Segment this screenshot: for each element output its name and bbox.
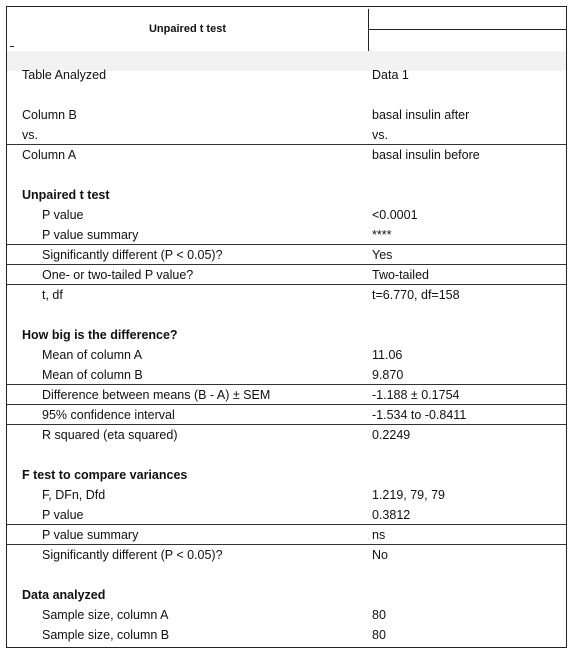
- table-row[interactable]: [7, 145, 566, 165]
- table-row[interactable]: [7, 125, 566, 145]
- row-label: P value summary: [42, 228, 139, 242]
- section-heading-row[interactable]: [7, 325, 566, 345]
- row-label: Column A: [22, 148, 77, 162]
- row-value: 80: [372, 628, 386, 642]
- row-value: ****: [372, 228, 392, 242]
- row-label: One- or two-tailed P value?: [42, 268, 194, 282]
- results-table: [7, 65, 566, 645]
- table-row[interactable]: [7, 205, 566, 225]
- row-label: R squared (eta squared): [42, 428, 178, 442]
- section-heading-row[interactable]: [7, 185, 566, 205]
- header-tick-mark: [10, 46, 14, 47]
- table-row[interactable]: [7, 225, 566, 245]
- blank-row: [7, 165, 566, 185]
- row-value: Data 1: [372, 68, 409, 82]
- row-label: P value: [42, 508, 84, 522]
- table-row[interactable]: [7, 245, 566, 265]
- table-row[interactable]: [7, 345, 566, 365]
- row-label: Column B: [22, 108, 77, 122]
- row-value: ns: [372, 528, 386, 542]
- blank-row: [7, 305, 566, 325]
- row-label: Table Analyzed: [22, 68, 107, 82]
- table-row[interactable]: [7, 605, 566, 625]
- row-value: 9.870: [372, 368, 404, 382]
- row-value: 0.2249: [372, 428, 411, 442]
- row-label: t, df: [42, 288, 63, 302]
- table-row[interactable]: [7, 545, 566, 565]
- results-header: [7, 7, 568, 51]
- row-label: 95% confidence interval: [42, 408, 175, 422]
- table-row[interactable]: [7, 265, 566, 285]
- row-value: 11.06: [372, 348, 403, 362]
- row-label: F, DFn, Dfd: [42, 488, 106, 502]
- row-label: Mean of column A: [42, 348, 143, 362]
- results-sheet: [6, 6, 567, 648]
- row-label: Mean of column B: [42, 368, 143, 382]
- row-value: Two-tailed: [372, 268, 429, 282]
- row-label: Sample size, column A: [42, 608, 169, 622]
- header-cell-divider: [368, 29, 566, 30]
- row-value: 80: [372, 608, 386, 622]
- section-heading: Unpaired t test: [22, 188, 110, 202]
- blank-row: [7, 445, 566, 465]
- row-label: P value summary: [42, 528, 139, 542]
- row-value: <0.0001: [372, 208, 418, 222]
- row-value: -1.188 ± 0.1754: [372, 388, 460, 402]
- results-title: Unpaired t test: [148, 23, 226, 35]
- row-label: vs.: [22, 128, 38, 142]
- row-value: 0.3812: [372, 508, 411, 522]
- row-value: 1.219, 79, 79: [372, 488, 445, 502]
- row-value: No: [372, 548, 388, 562]
- table-row[interactable]: [7, 105, 566, 125]
- table-row[interactable]: [7, 525, 566, 545]
- table-row[interactable]: [7, 405, 566, 425]
- row-value: -1.534 to -0.8411: [372, 408, 467, 422]
- row-label: Difference between means (B - A) ± SEM: [42, 388, 271, 402]
- row-value: vs.: [372, 128, 388, 142]
- section-heading-row[interactable]: [7, 465, 566, 485]
- section-heading-row[interactable]: [7, 585, 566, 605]
- row-label: P value: [42, 208, 84, 222]
- table-row[interactable]: [7, 65, 566, 85]
- table-row[interactable]: [7, 425, 566, 445]
- table-row[interactable]: [7, 365, 566, 385]
- row-value: basal insulin after: [372, 108, 470, 122]
- header-divider: [368, 9, 369, 51]
- row-value: basal insulin before: [372, 148, 480, 162]
- row-label: Sample size, column B: [42, 628, 170, 642]
- table-row[interactable]: [7, 485, 566, 505]
- blank-row: [7, 85, 566, 105]
- row-value: t=6.770, df=158: [372, 288, 460, 302]
- section-heading: F test to compare variances: [22, 468, 188, 482]
- table-row[interactable]: [7, 385, 566, 405]
- table-row[interactable]: [7, 625, 566, 645]
- section-heading: Data analyzed: [22, 588, 106, 602]
- table-row[interactable]: [7, 285, 566, 305]
- section-heading: How big is the difference?: [22, 328, 178, 342]
- row-label: Significantly different (P < 0.05)?: [42, 248, 223, 262]
- row-value: Yes: [372, 248, 393, 262]
- blank-row: [7, 565, 566, 585]
- row-label: Significantly different (P < 0.05)?: [42, 548, 223, 562]
- table-row[interactable]: [7, 505, 566, 525]
